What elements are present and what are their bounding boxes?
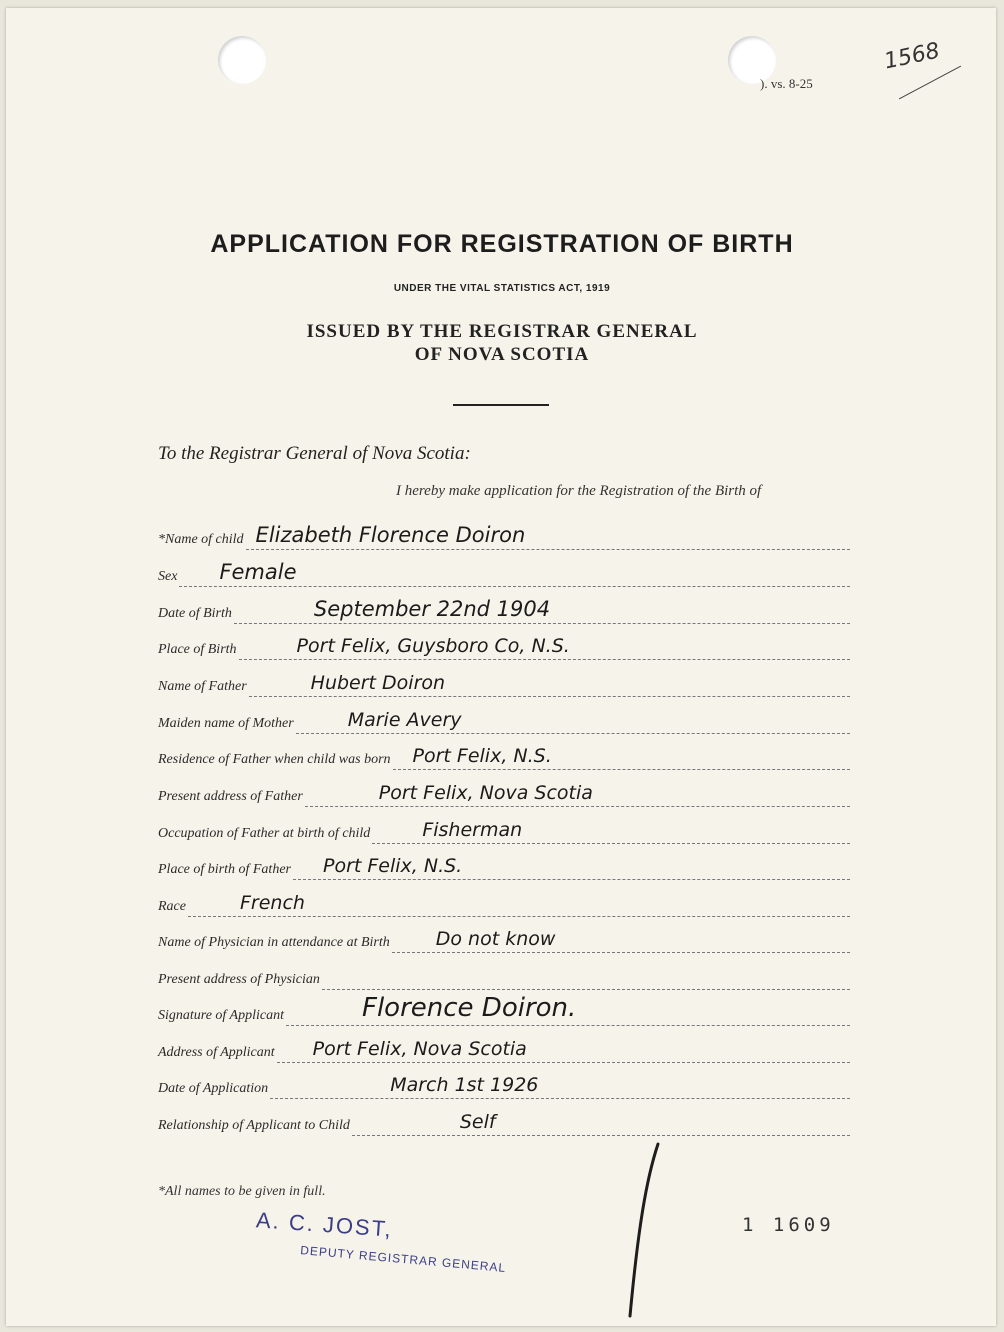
field-label: Sex <box>158 569 178 584</box>
field-present-address-of-father <box>158 783 850 807</box>
field-value: Fisherman <box>422 819 523 841</box>
field-line <box>179 560 850 587</box>
field-label: Signature of Applicant <box>158 1008 284 1023</box>
stamp-number: 1 1609 <box>742 1214 835 1236</box>
field-line <box>246 523 850 550</box>
field-label: Address of Applicant <box>158 1045 275 1060</box>
field-race <box>158 893 850 917</box>
field-value: Port Felix, N.S. <box>322 855 463 877</box>
field-value: March 1st 1926 <box>390 1074 539 1096</box>
addressee: To the Registrar General of Nova Scotia: <box>158 443 471 464</box>
field-value: Port Felix, Nova Scotia <box>312 1038 527 1060</box>
field-label: Relationship of Applicant to Child <box>158 1118 350 1133</box>
issuer <box>0 320 1004 366</box>
field-label: Maiden name of Mother <box>158 716 294 731</box>
field-name-of-father <box>158 673 850 697</box>
field-sex <box>158 560 850 587</box>
field-line <box>322 975 850 990</box>
handwritten-stroke <box>616 1140 676 1320</box>
field-value: Port Felix, N.S. <box>412 745 552 767</box>
field-residence-of-father <box>158 746 850 770</box>
intro-text: I hereby make application for the Registration of the Birth of <box>396 483 762 499</box>
field-relationship-to-child <box>158 1112 850 1136</box>
field-address-of-applicant <box>158 1039 850 1063</box>
issuer-line-2: OF NOVA SCOTIA <box>414 344 590 365</box>
field-value: Elizabeth Florence Doiron <box>255 523 526 547</box>
issuer-line-1: ISSUED BY THE REGISTRAR GENERAL <box>306 321 698 342</box>
field-line <box>234 597 850 624</box>
field-value: Female <box>219 560 297 584</box>
field-line <box>305 782 850 807</box>
field-line <box>286 993 850 1026</box>
field-line <box>392 928 850 953</box>
field-label: Name of Father <box>158 679 247 694</box>
field-value: Port Felix, Guysboro Co, N.S. <box>296 635 570 657</box>
field-line <box>393 745 850 770</box>
title-divider <box>453 404 549 406</box>
field-value: French <box>239 892 305 914</box>
field-label: Occupation of Father at birth of child <box>158 826 371 841</box>
field-label: Date of Birth <box>158 606 232 621</box>
field-value: Self <box>459 1111 496 1133</box>
field-label: Date of Application <box>158 1081 269 1096</box>
stamp-name: A. C. JOST, <box>255 1207 394 1242</box>
field-value: Do not know <box>435 928 556 950</box>
field-date-of-birth <box>158 597 850 624</box>
form-subtitle: UNDER THE VITAL STATISTICS ACT, 1919 <box>393 283 611 294</box>
field-label: Place of birth of Father <box>158 862 291 877</box>
field-label: Residence of Father when child was born <box>158 752 391 767</box>
field-line <box>372 819 850 844</box>
field-line <box>270 1074 850 1099</box>
field-name-of-child <box>158 523 850 550</box>
field-value: Marie Avery <box>347 709 462 731</box>
field-line <box>293 855 850 880</box>
field-value: September 22nd 1904 <box>313 597 551 621</box>
field-label: Present address of Physician <box>158 972 320 987</box>
field-line <box>296 709 850 734</box>
field-line <box>239 635 850 660</box>
field-label: Name of Physician in attendance at Birth <box>158 935 390 950</box>
field-label: *Name of child <box>158 532 244 547</box>
field-place-of-birth <box>158 636 850 660</box>
field-value: Port Felix, Nova Scotia <box>378 782 593 804</box>
field-value: Florence Doiron. <box>362 993 577 1023</box>
field-occupation-of-father <box>158 820 850 844</box>
file-number: 1568 <box>882 38 942 75</box>
field-line <box>249 672 850 697</box>
punch-hole-left <box>218 36 266 84</box>
field-place-of-birth-of-father <box>158 856 850 880</box>
field-label: Race <box>158 899 186 914</box>
field-line <box>352 1111 850 1136</box>
field-signature-of-applicant <box>158 993 850 1026</box>
field-present-address-of-physician <box>158 966 850 990</box>
footnote: *All names to be given in full. <box>158 1184 326 1199</box>
field-name-of-physician <box>158 929 850 953</box>
form-number: ). vs. 8-25 <box>760 76 813 91</box>
field-date-of-application <box>158 1075 850 1099</box>
field-line <box>277 1038 850 1063</box>
field-line <box>188 892 850 917</box>
form-title: APPLICATION FOR REGISTRATION OF BIRTH <box>210 230 794 258</box>
stamp-title: DEPUTY REGISTRAR GENERAL <box>299 1243 507 1275</box>
field-maiden-name-of-mother <box>158 710 850 734</box>
field-label: Present address of Father <box>158 789 303 804</box>
field-label: Place of Birth <box>158 642 237 657</box>
field-value: Hubert Doiron <box>310 672 446 694</box>
